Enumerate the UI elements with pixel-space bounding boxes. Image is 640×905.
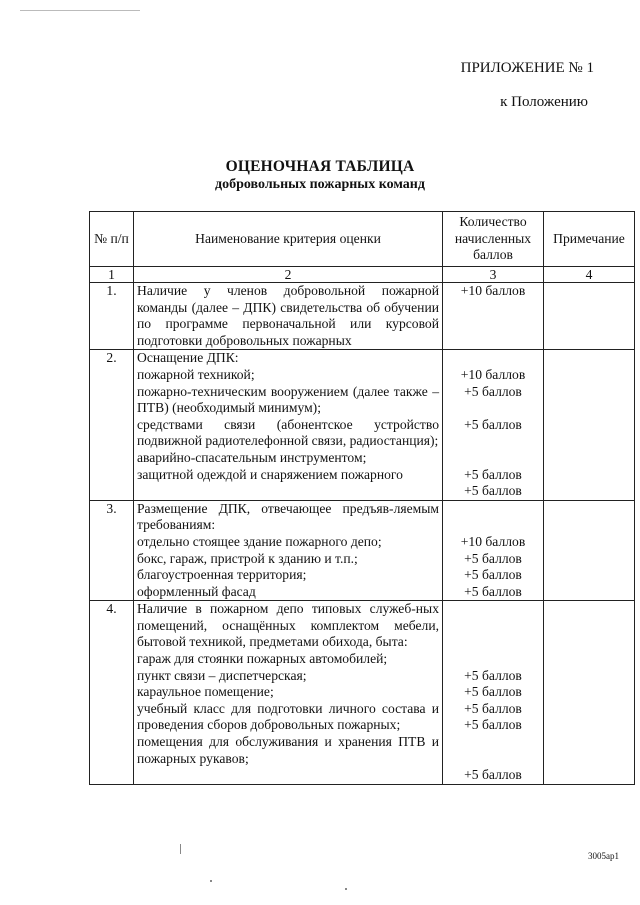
header-note: Примечание (544, 212, 635, 267)
points-value: +5 баллов (464, 483, 522, 499)
table-row (90, 500, 635, 601)
appendix-label: ПРИЛОЖЕНИЕ № 1 (460, 60, 594, 76)
criterion-item: помещения для обслуживания и хранения ПТВ и пожарных рукавов; (137, 734, 439, 766)
scan-artifact (210, 880, 212, 882)
criterion-cell (134, 283, 443, 350)
criterion-title: Размещение ДПК, отвечающее предъяв-ляемым требованиям: (137, 500, 439, 533)
criterion-item: оформленный фасад (137, 583, 256, 599)
note-cell (544, 350, 635, 500)
criterion-item: отдельно стоящее здание пожарного депо; (137, 533, 382, 549)
document-code: 3005ap1 (588, 851, 619, 861)
points-value: +5 баллов (464, 466, 522, 482)
points-value: +5 баллов (464, 767, 522, 783)
page-title: ОЦЕНОЧНАЯ ТАБЛИЦА (225, 158, 415, 175)
row-number: 4. (90, 601, 134, 785)
column-number: 3 (443, 267, 544, 283)
row-number: 3. (90, 500, 134, 601)
column-number: 2 (134, 267, 443, 283)
points-value: +5 баллов (464, 567, 522, 583)
scan-artifact (180, 844, 181, 854)
points-value: +10 баллов (460, 533, 526, 549)
criterion-item: пожарно-техническим вооружением (далее также – ПТВ) (необходимый минимум); (137, 383, 439, 416)
note-cell (544, 601, 635, 785)
column-number: 4 (544, 267, 635, 283)
criterion-item: пожарной техникой; (137, 366, 255, 382)
points-value: +5 баллов (464, 550, 522, 566)
table-header-row (90, 212, 635, 267)
table-row (90, 601, 635, 785)
header-criterion: Наименование критерия оценки (134, 212, 443, 267)
points-cell (443, 350, 544, 500)
criterion-cell (134, 601, 443, 785)
table-row (90, 283, 635, 350)
points-value: +5 баллов (464, 700, 522, 716)
column-number-row (90, 267, 635, 283)
scan-artifact (20, 10, 140, 11)
criterion-item: учебный класс для подготовки личного состава и проведения сборов добровольных пожарных; (137, 700, 439, 733)
criterion-item: бокс, гараж, пристрой к зданию и т.п.; (137, 550, 358, 566)
column-number: 1 (90, 267, 134, 283)
points-value: +5 баллов (464, 667, 522, 683)
evaluation-table (89, 211, 635, 785)
criterion-item: благоустроенная территория; (137, 567, 307, 583)
points-value: +5 баллов (464, 416, 522, 432)
criterion-item: караульное помещение; (137, 684, 274, 700)
page-subtitle: добровольных пожарных команд (215, 177, 425, 192)
points-value: +5 баллов (464, 383, 522, 399)
points-cell (443, 500, 544, 601)
note-cell (544, 283, 635, 350)
criterion-title: Оснащение ДПК: (137, 350, 239, 366)
criterion-item: средствами связи (абонентское устройство подвижной радиотелефонной связи, радиостанция); (137, 416, 439, 449)
points-value: +5 баллов (464, 684, 522, 700)
criterion-title: Наличие у членов добровольной пожарной команды (далее – ДПК) свидетельства об обучении по программе первоначальной или курсовой подготовки добровольных пожарных (137, 283, 439, 348)
points-value: +5 баллов (464, 717, 522, 733)
criterion-item: защитной одеждой и снаряжением пожарного (137, 466, 403, 482)
note-cell (544, 500, 635, 601)
header-points: Количество начисленных баллов (443, 212, 544, 267)
table-row (90, 350, 635, 500)
row-number: 2. (90, 350, 134, 500)
points-value: +10 баллов (460, 366, 526, 382)
header-number: № п/п (90, 212, 134, 267)
points-value: +10 баллов (460, 283, 526, 298)
criterion-cell (134, 500, 443, 601)
criterion-item: гараж для стоянки пожарных автомобилей; (137, 651, 388, 667)
points-cell (443, 283, 544, 350)
scan-artifact (345, 888, 347, 890)
criterion-title: Наличие в пожарном депо типовых служеб-ных помещений, оснащённых комплектом мебели, бытовой техникой, предметами обихода, быта: (137, 601, 439, 650)
points-cell (443, 601, 544, 785)
points-value: +5 баллов (464, 583, 522, 599)
criterion-item: пункт связи – диспетчерская; (137, 667, 307, 683)
criterion-cell (134, 350, 443, 500)
row-number: 1. (90, 283, 134, 350)
criterion-item: аварийно-спасательным инструментом; (137, 449, 367, 465)
appendix-reference: к Положению (500, 94, 588, 110)
